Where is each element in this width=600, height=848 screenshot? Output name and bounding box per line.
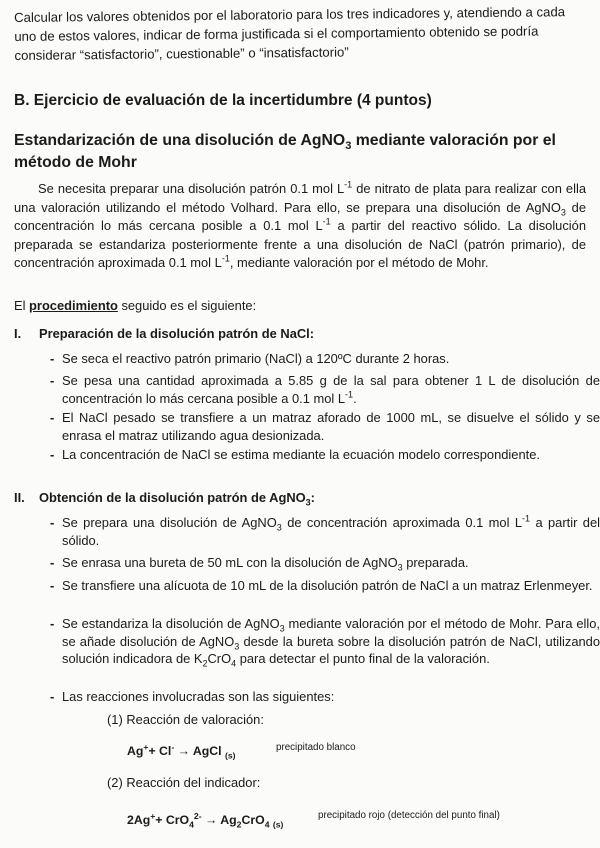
section-2-heading: II. Obtención de la disolución patrón de AgNO$_3$: bbox=[14, 490, 315, 508]
section-heading: B. Ejercicio de evaluación de la incertidumbre (4 puntos) bbox=[14, 92, 432, 109]
list-item: - Se enrasa una bureta de 50 mL con la disolución de AgNO$_3$ preparada. bbox=[50, 554, 600, 572]
reaction-2-note: precipitado rojo (detección del punto final) bbox=[318, 810, 500, 821]
list-item: - Las reacciones involucradas son las siguientes: bbox=[50, 688, 600, 706]
list-item: - El NaCl pesado se transfiere a un matraz aforado de 1000 mL, se disuelve el sólido y se enrasa el matraz utilizando agua desionizada. bbox=[50, 409, 600, 444]
list-item: - Se estandariza la disolución de AgNO$_3$ mediante valoración por el método de Mohr. Para ello, se añade disolución de AgNO$_3$ desde la bureta sobre la disolución patrón de NaCl, utilizando solución indicadora de $K_2CrO_4$ para detectar el punto final de la valoración. bbox=[50, 615, 600, 668]
reaction-1-equation: Ag++ Cl- → AgCl $_{(s)}$ bbox=[127, 741, 236, 761]
list-item: - Se transfiere una alícuota de 10 mL de la disolución patrón de NaCl a un matraz Erlenmeyer. bbox=[50, 577, 600, 595]
description-paragraph: Se necesita preparar una disolución patrón 0.1 mol $L^{-1}$ de nitrato de plata para realizar con ella una valoración utilizando el método Volhard. Para ello, se prepara una disolución de AgNO$_3$ de concentración lo más cercana posible a 0.1 mol $L^{-1}$ a partir del reactivo sólido. La disolución preparada se estandariza posteriormente frente a una disolución de NaCl (patrón primario), de concentración aproximada 0.1 mol $L^{-1}$, mediante valoración por el método de Mohr. bbox=[14, 179, 587, 270]
reaction-2-equation: $2Ag^++ CrO_4^{2-} \to Ag_2CrO_4$ $_{(s)}$ bbox=[127, 810, 284, 830]
procedure-line: El procedimiento seguido es el siguiente: bbox=[14, 298, 257, 313]
reaction-1-label: (1) Reacción de valoración: bbox=[107, 712, 264, 727]
list-item: - Se seca el reactivo patrón primario (NaCl) a 120ºC durante 2 horas. bbox=[50, 350, 600, 368]
exercise-title: Estandarización de una disolución de AgNO$_3$ mediante valoración por el método de Mohr bbox=[14, 132, 556, 171]
reaction-1-note: precipitado blanco bbox=[276, 742, 356, 753]
arrow-icon: → bbox=[204, 813, 218, 827]
list-item: - Se prepara una disolución de AgNO$_3$ de concentración aproximada 0.1 mol $L^{-1}$ a partir del sólido. bbox=[50, 514, 600, 549]
section-1-heading: I. Preparación de la disolución patrón de NaCl: bbox=[14, 326, 315, 341]
intro-paragraph: Calcular los valores obtenidos por el laboratorio para los tres indicadores y, atendiendo a cada uno de estos valores, indicar de forma justificada si el comportamiento obtenido se podría considerar “satisfactorio”, cuestionable” o “insatisfactorio” bbox=[14, 4, 566, 63]
reaction-2-label: (2) Reacción del indicador: bbox=[107, 775, 261, 790]
list-item: - La concentración de NaCl se estima mediante la ecuación modelo correspondiente. bbox=[50, 446, 600, 464]
list-item: - Se pesa una cantidad aproximada a 5.85 g de la sal para obtener 1 L de disolución de concentración lo más cercana posible a 0.1 mol $L^{-1}$. bbox=[50, 372, 600, 407]
arrow-icon: → bbox=[177, 744, 190, 758]
